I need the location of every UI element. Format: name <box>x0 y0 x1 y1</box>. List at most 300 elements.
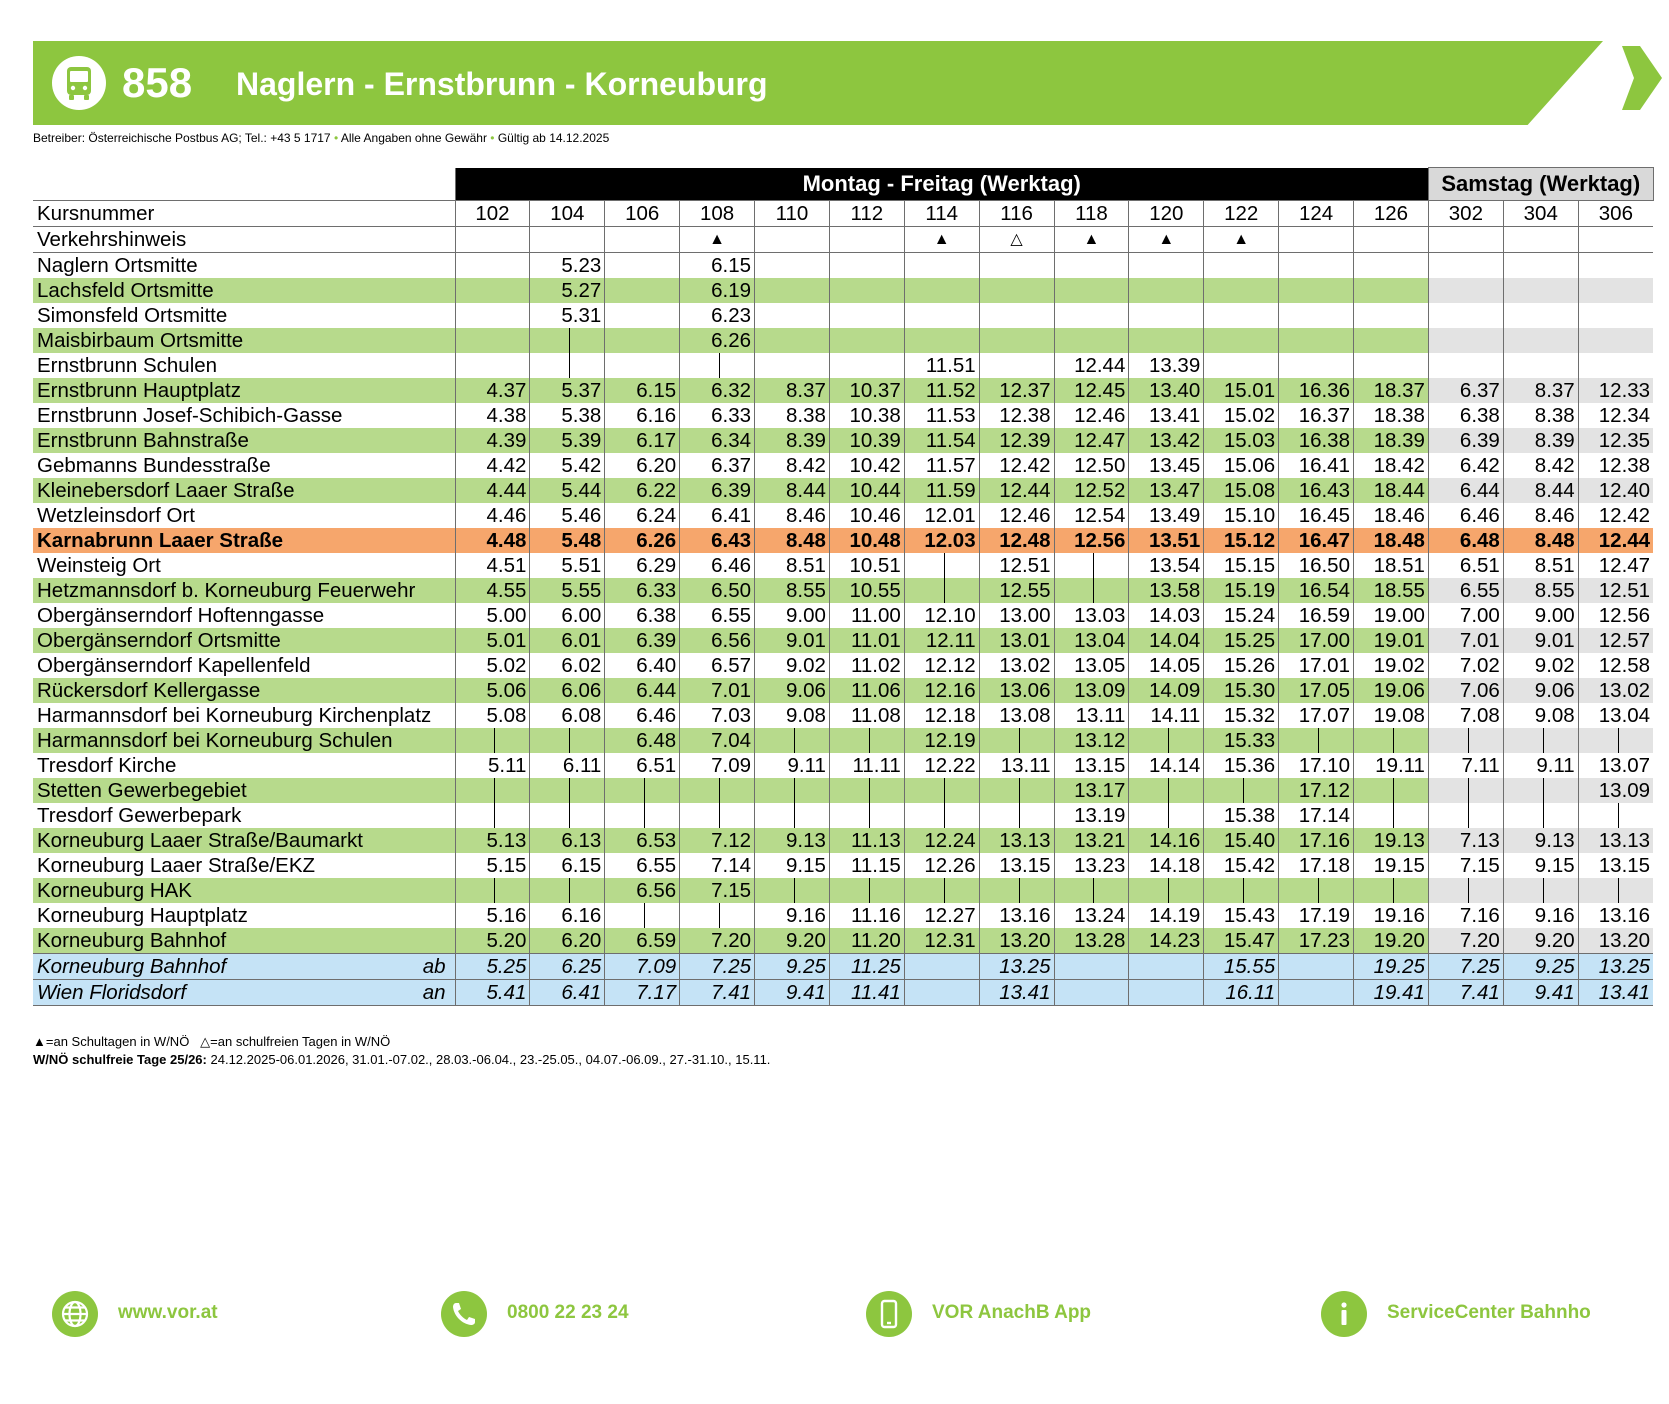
pass-through-mark <box>904 578 979 603</box>
stop-row <box>33 328 1653 353</box>
departure-time: 9.06 <box>755 678 830 703</box>
operator-info <box>33 130 609 146</box>
day-header-row <box>33 168 1653 201</box>
continuation-line <box>944 578 945 603</box>
departure-time <box>605 328 680 353</box>
departure-time: 15.15 <box>1204 553 1279 578</box>
departure-time: 6.44 <box>605 678 680 703</box>
pass-through-mark <box>605 778 680 803</box>
departure-time <box>904 253 979 279</box>
continuation-line <box>644 803 645 828</box>
continuation-line <box>1243 778 1244 803</box>
departure-time: 5.08 <box>455 703 530 728</box>
pass-through-mark <box>1428 778 1503 803</box>
departure-time: 5.02 <box>455 653 530 678</box>
continuation-line <box>869 878 870 903</box>
departure-time: 15.26 <box>1204 653 1279 678</box>
departure-time: 8.55 <box>755 578 830 603</box>
departure-time: 17.18 <box>1279 853 1354 878</box>
smartphone-icon <box>866 1291 912 1337</box>
stop-name: Obergänserndorf Kapellenfeld <box>33 653 455 678</box>
departure-time <box>1503 328 1578 353</box>
departure-time: 12.51 <box>979 553 1054 578</box>
departure-time: 8.44 <box>1503 478 1578 503</box>
website-link[interactable]: www.vor.at <box>118 1302 218 1323</box>
departure-time: 11.11 <box>829 753 904 778</box>
departure-time: 14.18 <box>1129 853 1204 878</box>
departure-time <box>1204 353 1279 378</box>
departure-time: 10.44 <box>829 478 904 503</box>
pass-through-mark <box>1129 778 1204 803</box>
departure-time: 12.57 <box>1578 628 1653 653</box>
kurs-number: 108 <box>680 201 755 227</box>
departure-time: 7.15 <box>680 878 755 903</box>
departure-time: 5.27 <box>530 278 605 303</box>
continuation-line <box>1168 728 1169 753</box>
stop-name: Harmannsdorf bei Korneuburg Kirchenplatz <box>33 703 455 728</box>
stop-row <box>33 928 1653 954</box>
departure-time: 13.17 <box>1054 778 1129 803</box>
departure-time: 9.20 <box>1503 928 1578 954</box>
continuation-line <box>1019 803 1020 828</box>
departure-time: 9.16 <box>755 903 830 928</box>
departure-time: 13.02 <box>979 653 1054 678</box>
connection-time: 13.25 <box>1578 954 1653 980</box>
departure-time: 8.38 <box>1503 403 1578 428</box>
departure-time: 6.56 <box>605 878 680 903</box>
connection-time: 13.41 <box>1578 980 1653 1006</box>
departure-time: 4.37 <box>455 378 530 403</box>
departure-time <box>1428 253 1503 279</box>
weekday-header: Montag - Freitag (Werktag) <box>455 168 1428 201</box>
departure-time: 15.38 <box>1204 803 1279 828</box>
departure-time: 6.56 <box>680 628 755 653</box>
departure-time: 7.01 <box>680 678 755 703</box>
connection-time <box>904 980 979 1006</box>
departure-time: 11.52 <box>904 378 979 403</box>
departure-time: 13.11 <box>1054 703 1129 728</box>
departure-time: 5.15 <box>455 853 530 878</box>
departure-time: 6.01 <box>530 628 605 653</box>
departure-time: 12.22 <box>904 753 979 778</box>
hint-label: Verkehrshinweis <box>33 227 455 253</box>
departure-time: 7.12 <box>680 828 755 853</box>
departure-time: 8.51 <box>755 553 830 578</box>
departure-time: 8.46 <box>1503 503 1578 528</box>
hint-mark: ▲ <box>1129 227 1204 253</box>
departure-time <box>605 303 680 328</box>
departure-time <box>1503 303 1578 328</box>
departure-time: 18.55 <box>1354 578 1429 603</box>
connection-time: 19.25 <box>1354 954 1429 980</box>
departure-time: 9.01 <box>755 628 830 653</box>
departure-time: 6.55 <box>605 853 680 878</box>
departure-time <box>455 278 530 303</box>
continuation-line <box>869 778 870 803</box>
stop-name: Simonsfeld Ortsmitte <box>33 303 455 328</box>
pass-through-mark <box>1578 803 1653 828</box>
departure-time: 18.39 <box>1354 428 1429 453</box>
connection-stop-name: Wien Floridsdorf <box>37 981 187 1004</box>
departure-time: 14.04 <box>1129 628 1204 653</box>
departure-time: 9.01 <box>1503 628 1578 653</box>
continuation-line <box>569 878 570 903</box>
departure-time <box>829 328 904 353</box>
departure-time <box>1279 353 1354 378</box>
departure-time: 6.26 <box>605 528 680 553</box>
departure-time: 6.24 <box>605 503 680 528</box>
departure-time: 13.13 <box>1578 828 1653 853</box>
pass-through-mark <box>1503 803 1578 828</box>
hint-mark: ▲ <box>1204 227 1279 253</box>
departure-time: 19.13 <box>1354 828 1429 853</box>
pass-through-mark <box>605 903 680 928</box>
departure-time: 10.48 <box>829 528 904 553</box>
departure-time <box>979 328 1054 353</box>
departure-time: 17.12 <box>1279 778 1354 803</box>
departure-time <box>1354 253 1429 279</box>
continuation-line <box>1168 778 1169 803</box>
departure-time: 13.20 <box>1578 928 1653 954</box>
bullet: • <box>490 131 495 145</box>
departure-time: 6.44 <box>1428 478 1503 503</box>
departure-time: 18.48 <box>1354 528 1429 553</box>
departure-time: 5.37 <box>530 378 605 403</box>
timetable <box>33 167 1654 1006</box>
departure-time <box>1578 353 1653 378</box>
departure-time: 15.06 <box>1204 453 1279 478</box>
stop-name: Karnabrunn Laaer Straße <box>33 528 455 553</box>
pass-through-mark <box>1129 728 1204 753</box>
pass-through-mark <box>1428 803 1503 828</box>
departure-time: 17.01 <box>1279 653 1354 678</box>
departure-time: 6.46 <box>1428 503 1503 528</box>
kurs-number: 304 <box>1503 201 1578 227</box>
departure-time: 5.51 <box>530 553 605 578</box>
departure-time: 13.51 <box>1129 528 1204 553</box>
departure-time: 12.01 <box>904 503 979 528</box>
continuation-line <box>494 878 495 903</box>
continuation-line <box>1543 728 1544 753</box>
departure-time: 10.51 <box>829 553 904 578</box>
departure-time: 15.24 <box>1204 603 1279 628</box>
departure-time: 12.51 <box>1578 578 1653 603</box>
pass-through-mark <box>680 778 755 803</box>
bus-icon <box>52 56 106 110</box>
departure-time: 6.46 <box>605 703 680 728</box>
connection-time: 16.11 <box>1204 980 1279 1006</box>
continuation-line <box>944 778 945 803</box>
pass-through-mark <box>1354 803 1429 828</box>
stop-row <box>33 503 1653 528</box>
continuation-line <box>719 903 720 928</box>
departure-time <box>1354 353 1429 378</box>
departure-time: 9.06 <box>1503 678 1578 703</box>
departure-time: 9.15 <box>1503 853 1578 878</box>
departure-time: 10.37 <box>829 378 904 403</box>
continuation-line <box>1318 728 1319 753</box>
pass-through-mark <box>755 728 830 753</box>
departure-time: 5.48 <box>530 528 605 553</box>
departure-time: 12.56 <box>1054 528 1129 553</box>
pass-through-mark <box>455 803 530 828</box>
continuation-line <box>1468 878 1469 903</box>
pass-through-mark <box>1503 878 1578 903</box>
departure-time: 18.38 <box>1354 403 1429 428</box>
departure-time: 9.15 <box>755 853 830 878</box>
departure-time: 7.02 <box>1428 653 1503 678</box>
departure-time: 12.42 <box>979 453 1054 478</box>
kurs-number: 102 <box>455 201 530 227</box>
continuation-line <box>944 803 945 828</box>
continuation-line <box>1393 778 1394 803</box>
departure-time: 6.33 <box>605 578 680 603</box>
departure-time: 12.10 <box>904 603 979 628</box>
pass-through-mark <box>530 328 605 353</box>
departure-time: 7.01 <box>1428 628 1503 653</box>
departure-time: 14.14 <box>1129 753 1204 778</box>
departure-time: 6.59 <box>605 928 680 954</box>
departure-time: 13.13 <box>979 828 1054 853</box>
stop-name: Korneuburg Bahnhof <box>33 928 455 954</box>
stop-name: Hetzmannsdorf b. Korneuburg Feuerwehr <box>33 578 455 603</box>
departure-time: 12.27 <box>904 903 979 928</box>
continuation-line <box>494 728 495 753</box>
stop-name: Rückersdorf Kellergasse <box>33 678 455 703</box>
departure-time: 13.28 <box>1054 928 1129 954</box>
departure-time: 6.55 <box>1428 578 1503 603</box>
departure-time: 6.32 <box>680 378 755 403</box>
pass-through-mark <box>530 803 605 828</box>
departure-time: 5.44 <box>530 478 605 503</box>
pass-through-mark <box>755 878 830 903</box>
departure-time: 6.57 <box>680 653 755 678</box>
departure-time: 6.39 <box>680 478 755 503</box>
stop-name: Korneuburg Laaer Straße/Baumarkt <box>33 828 455 853</box>
departure-time: 6.43 <box>680 528 755 553</box>
departure-time: 10.46 <box>829 503 904 528</box>
departure-time: 7.11 <box>1428 753 1503 778</box>
departure-time: 8.55 <box>1503 578 1578 603</box>
departure-time: 7.16 <box>1428 903 1503 928</box>
departure-time: 5.20 <box>455 928 530 954</box>
departure-time: 13.41 <box>1129 403 1204 428</box>
pass-through-mark <box>530 778 605 803</box>
stop-row <box>33 628 1653 653</box>
continuation-line <box>719 778 720 803</box>
arrival-departure-mark: ab <box>422 955 446 978</box>
stop-name: Wetzleinsdorf Ort <box>33 503 455 528</box>
departure-time: 4.38 <box>455 403 530 428</box>
departure-time: 8.48 <box>755 528 830 553</box>
connection-time: 7.09 <box>605 954 680 980</box>
departure-time: 7.13 <box>1428 828 1503 853</box>
bullet: • <box>333 131 339 145</box>
departure-time: 19.08 <box>1354 703 1429 728</box>
departure-time: 16.36 <box>1279 378 1354 403</box>
departure-time: 9.16 <box>1503 903 1578 928</box>
hint-mark: ▲ <box>680 227 755 253</box>
stop-name: Maisbirbaum Ortsmitte <box>33 328 455 353</box>
stop-name: Ernstbrunn Bahnstraße <box>33 428 455 453</box>
departure-time: 16.47 <box>1279 528 1354 553</box>
departure-time: 12.35 <box>1578 428 1653 453</box>
holidays <box>33 1051 770 1068</box>
connection-time: 6.41 <box>530 980 605 1006</box>
continuation-line <box>569 803 570 828</box>
departure-time <box>1204 253 1279 279</box>
departure-time: 18.44 <box>1354 478 1429 503</box>
hint-mark: ▲ <box>904 227 979 253</box>
continuation-line <box>1093 553 1094 578</box>
departure-time <box>605 353 680 378</box>
connection-time: 7.25 <box>680 954 755 980</box>
connection-time <box>1054 954 1129 980</box>
header-spacer <box>33 168 455 201</box>
departure-time: 5.31 <box>530 303 605 328</box>
departure-time: 6.34 <box>680 428 755 453</box>
chevron-right-icon <box>1622 46 1662 115</box>
departure-time: 15.02 <box>1204 403 1279 428</box>
hint-mark <box>1578 227 1653 253</box>
departure-time: 13.11 <box>979 753 1054 778</box>
departure-time: 15.33 <box>1204 728 1279 753</box>
departure-time: 16.50 <box>1279 553 1354 578</box>
departure-time: 6.00 <box>530 603 605 628</box>
pass-through-mark <box>1129 878 1204 903</box>
departure-time: 12.19 <box>904 728 979 753</box>
departure-time: 6.08 <box>530 703 605 728</box>
departure-time <box>829 278 904 303</box>
departure-time <box>1279 328 1354 353</box>
continuation-line <box>719 353 720 378</box>
phone-link[interactable]: 0800 22 23 24 <box>507 1302 629 1323</box>
departure-time <box>455 303 530 328</box>
departure-time: 19.15 <box>1354 853 1429 878</box>
continuation-line <box>869 803 870 828</box>
departure-time: 6.11 <box>530 753 605 778</box>
departure-time: 11.00 <box>829 603 904 628</box>
kurs-number: 106 <box>605 201 680 227</box>
connection-time: 11.41 <box>829 980 904 1006</box>
departure-time: 16.37 <box>1279 403 1354 428</box>
kurs-number: 118 <box>1054 201 1129 227</box>
departure-time: 19.00 <box>1354 603 1429 628</box>
pass-through-mark <box>1503 728 1578 753</box>
departure-time: 17.07 <box>1279 703 1354 728</box>
departure-time: 6.51 <box>1428 553 1503 578</box>
arrival-departure-mark: an <box>422 981 446 1004</box>
pass-through-mark <box>455 728 530 753</box>
departure-time: 11.51 <box>904 353 979 378</box>
pass-through-mark <box>755 778 830 803</box>
departure-time: 19.06 <box>1354 678 1429 703</box>
departure-time: 12.52 <box>1054 478 1129 503</box>
departure-time: 11.16 <box>829 903 904 928</box>
departure-time: 12.38 <box>1578 453 1653 478</box>
app-link[interactable]: VOR AnachB App <box>932 1302 1092 1323</box>
departure-time: 6.02 <box>530 653 605 678</box>
departure-time <box>1578 328 1653 353</box>
holidays-label: W/NÖ schulfreie Tage 25/26: <box>33 1052 207 1067</box>
kurs-number: 116 <box>979 201 1054 227</box>
connection-stop <box>33 980 455 1006</box>
departure-time <box>1428 328 1503 353</box>
connection-stop <box>33 954 455 980</box>
departure-time: 15.43 <box>1204 903 1279 928</box>
pass-through-mark <box>1428 728 1503 753</box>
departure-time: 5.16 <box>455 903 530 928</box>
continuation-line <box>1468 728 1469 753</box>
departure-time <box>1428 278 1503 303</box>
continuation-line <box>569 328 570 353</box>
departure-time: 13.15 <box>1054 753 1129 778</box>
departure-time: 6.13 <box>530 828 605 853</box>
departure-time: 18.42 <box>1354 453 1429 478</box>
stop-name: Obergänserndorf Ortsmitte <box>33 628 455 653</box>
departure-time: 13.03 <box>1054 603 1129 628</box>
departure-time <box>605 278 680 303</box>
departure-time: 17.00 <box>1279 628 1354 653</box>
pass-through-mark <box>605 803 680 828</box>
departure-time: 13.07 <box>1578 753 1653 778</box>
departure-time <box>1204 328 1279 353</box>
pass-through-mark <box>1204 878 1279 903</box>
stop-row <box>33 828 1653 853</box>
departure-time: 12.44 <box>979 478 1054 503</box>
kurs-number: 112 <box>829 201 904 227</box>
departure-time: 6.39 <box>605 628 680 653</box>
departure-time: 17.23 <box>1279 928 1354 954</box>
departure-time: 6.38 <box>1428 403 1503 428</box>
departure-time: 7.20 <box>1428 928 1503 954</box>
kurs-number: 104 <box>530 201 605 227</box>
departure-time: 8.42 <box>755 453 830 478</box>
departure-time: 6.38 <box>605 603 680 628</box>
departure-time: 16.38 <box>1279 428 1354 453</box>
phone-icon <box>441 1291 487 1337</box>
hint-mark <box>455 227 530 253</box>
continuation-line <box>944 878 945 903</box>
departure-time <box>1354 278 1429 303</box>
departure-time: 13.01 <box>979 628 1054 653</box>
pass-through-mark <box>1354 878 1429 903</box>
departure-time: 6.37 <box>680 453 755 478</box>
kurs-number: 120 <box>1129 201 1204 227</box>
pass-through-mark <box>1279 878 1354 903</box>
departure-time: 6.33 <box>680 403 755 428</box>
stop-row <box>33 803 1653 828</box>
continuation-line <box>1393 878 1394 903</box>
service-center-link[interactable]: ServiceCenter Bahnho <box>1387 1302 1591 1323</box>
departure-time: 15.08 <box>1204 478 1279 503</box>
stop-row <box>33 453 1653 478</box>
departure-time <box>755 353 830 378</box>
connection-time: 9.41 <box>1503 980 1578 1006</box>
hint-mark <box>1503 227 1578 253</box>
departure-time: 19.02 <box>1354 653 1429 678</box>
connection-time <box>1129 980 1204 1006</box>
departure-time: 13.39 <box>1129 353 1204 378</box>
legend-school: ▲=an Schultagen in W/NÖ <box>33 1034 190 1049</box>
departure-time: 6.15 <box>605 378 680 403</box>
departure-time: 7.00 <box>1428 603 1503 628</box>
departure-time: 4.44 <box>455 478 530 503</box>
departure-time: 5.42 <box>530 453 605 478</box>
departure-time: 12.45 <box>1054 378 1129 403</box>
globe-icon <box>52 1291 98 1337</box>
stop-row <box>33 753 1653 778</box>
